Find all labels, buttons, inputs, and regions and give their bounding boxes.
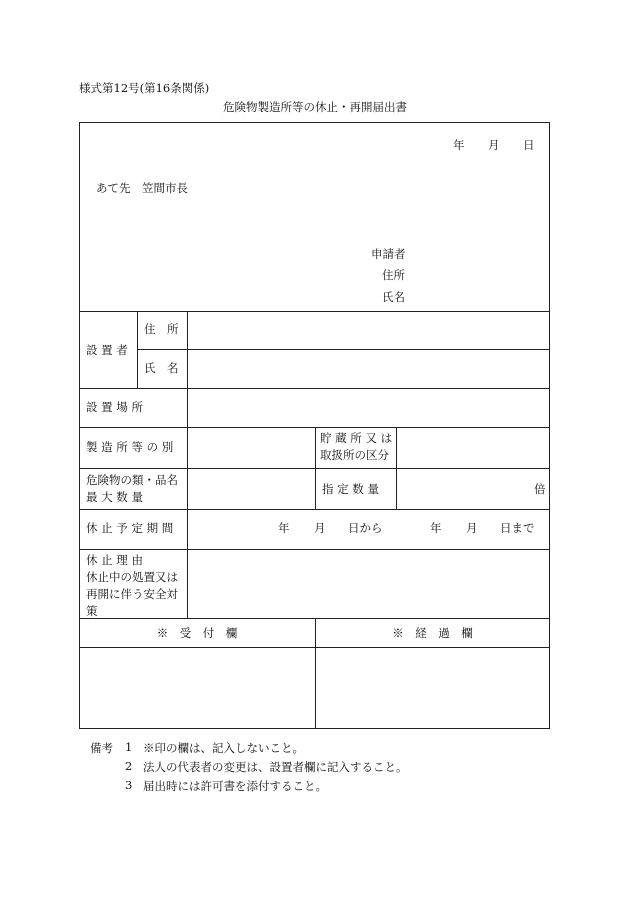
designated-quantity-label: 指 定 数 量 (322, 482, 379, 496)
suspension-reason-field[interactable] (188, 550, 549, 617)
note-number: 3 (125, 778, 133, 792)
form-number: 様式第12号(第16条関係) (79, 81, 210, 95)
suspension-period-label: 休 止 予 定 期 間 (86, 521, 174, 535)
date-day-label: 日 (523, 138, 535, 152)
install-location-label: 設 置 場 所 (86, 400, 143, 414)
date-month-label: 月 (488, 138, 500, 152)
install-location-field[interactable] (188, 389, 549, 426)
installer-address-field[interactable] (188, 312, 549, 348)
addressee: あて先 笠間市長 (96, 181, 188, 195)
period-to-day: 日まで (500, 521, 535, 535)
reception-column-header: ※ 受 付 欄 (156, 626, 238, 640)
progress-area (316, 648, 549, 728)
max-quantity-label: 最 大 数 量 (86, 490, 143, 504)
times-unit: 倍 (534, 482, 546, 496)
installer-address-label: 住 所 (144, 322, 179, 336)
period-from-year: 年 (278, 521, 290, 535)
period-to-month: 月 (466, 521, 478, 535)
notes-label: 備考 (90, 741, 113, 755)
facility-type-field[interactable] (188, 428, 314, 467)
progress-column-header: ※ 経 過 欄 (392, 626, 473, 640)
date-year-label: 年 (453, 138, 465, 152)
storage-category-label: 貯 蔵 所 又 は 取扱所の区分 (320, 431, 393, 462)
facility-type-label: 製 造 所 等 の 別 (86, 440, 174, 454)
installer-name-label: 氏 名 (144, 361, 179, 375)
divider (137, 311, 138, 388)
period-from-month: 月 (314, 521, 326, 535)
applicant-address-label: 住所 (382, 268, 405, 282)
period-from-day: 日から (348, 521, 383, 535)
divider (79, 509, 550, 510)
suspension-reason-label: 休 止 理 由 (86, 553, 143, 567)
designated-quantity-field[interactable] (397, 469, 527, 508)
divider (315, 427, 316, 509)
reception-area (80, 648, 314, 728)
note-number: 1 (125, 740, 133, 754)
note-number: 2 (125, 759, 133, 773)
installer-name-field[interactable] (188, 350, 549, 387)
applicant-label: 申請者 (371, 247, 406, 261)
note-text: ※印の欄は、記入しないこと。 (143, 741, 304, 755)
period-to-year: 年 (430, 521, 442, 535)
hazmat-type-label: 危険物の類・品名 (86, 473, 178, 487)
note-text: 届出時には許可書を添付すること。 (143, 779, 327, 793)
applicant-name-label: 氏名 (382, 290, 405, 304)
installer-label: 設 置 者 (86, 343, 128, 357)
safety-measures-label: 休止中の処置又は再開に伴う安全対策 (86, 570, 178, 618)
storage-category-field[interactable] (397, 428, 549, 467)
note-text: 法人の代表者の変更は、設置者欄に記入すること。 (143, 760, 408, 774)
hazmat-type-field[interactable] (188, 469, 314, 508)
document-title: 危険物製造所等の休止・再開届出書 (223, 100, 407, 114)
